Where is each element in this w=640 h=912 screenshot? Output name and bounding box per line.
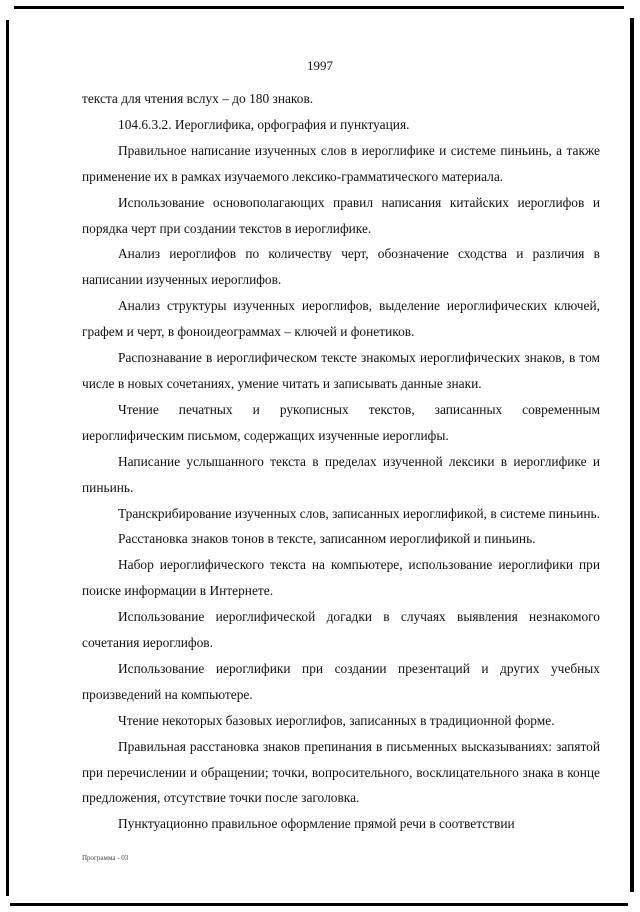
paragraph: Использование основополагающих правил написания китайских иероглифов и порядка черт при создании текстов в иероглифике. <box>82 194 600 236</box>
scan-border-bottom <box>10 903 628 906</box>
paragraph: Транскрибирование изученных слов, записанных иероглификой, в системе пиньинь. <box>118 505 600 521</box>
paragraph: текста для чтения вслух – до 180 знаков. <box>82 91 314 106</box>
paragraph: Чтение некоторых базовых иероглифов, записанных в традиционной форме. <box>118 712 555 728</box>
paragraph: Правильная расстановка знаков препинания в письменных высказываниях: запятой при перечислении и обращении; точки, вопросительного, восклицательного знака в конце предложения, отсутствие точки после заголовка. <box>82 738 600 806</box>
paragraph: Распознавание в иероглифическом тексте знакомых иероглифических знаков, в том числе в новых сочетаниях, умение читать и записывать данные знаки. <box>82 350 600 391</box>
paragraph: Пунктуационно правильное оформление прямой речи в соответствии <box>118 816 515 832</box>
scan-border-left <box>6 20 9 896</box>
paragraph: Правильное написание изученных слов в иероглифике и системе пиньинь, а также применение их в рамках изучаемого лексико-грамматического материала. <box>82 142 600 184</box>
paragraph: Написание услышанного текста в пределах изученной лексики в иероглифике и пиньинь. <box>82 453 600 495</box>
scan-border-right <box>630 18 634 892</box>
footer-note: Программа - 03 <box>82 854 129 862</box>
paragraph: Чтение печатных и рукописных текстов, записанных современным иероглифическим письмом, содержащих изученные иероглифы. <box>82 401 600 443</box>
scan-border-top <box>14 6 624 9</box>
paragraph: Расстановка знаков тонов в тексте, записанном иероглификой и пиньинь. <box>118 531 536 547</box>
paragraph: Использование иероглифики при создании презентаций и других учебных произведений на компьютере. <box>82 660 600 702</box>
paragraph: Использование иероглифической догадки в случаях выявления незнакомого сочетания иероглифов. <box>82 609 600 651</box>
body-text <box>82 86 600 837</box>
paragraph: Анализ структуры изученных иероглифов, выделение иероглифических ключей, графем и черт, в фоноидеограммах – ключей и фонетиков. <box>82 298 600 340</box>
paragraph: Набор иероглифического текста на компьютере, использование иероглифики при поиске информации в Интернете. <box>82 557 600 599</box>
page-number: 1997 <box>307 58 333 73</box>
paragraph: Анализ иероглифов по количеству черт, обозначение сходства и различия в написании изученных иероглифов. <box>82 246 600 288</box>
section-heading: 104.6.3.2. Иероглифика, орфография и пунктуация. <box>118 116 410 132</box>
